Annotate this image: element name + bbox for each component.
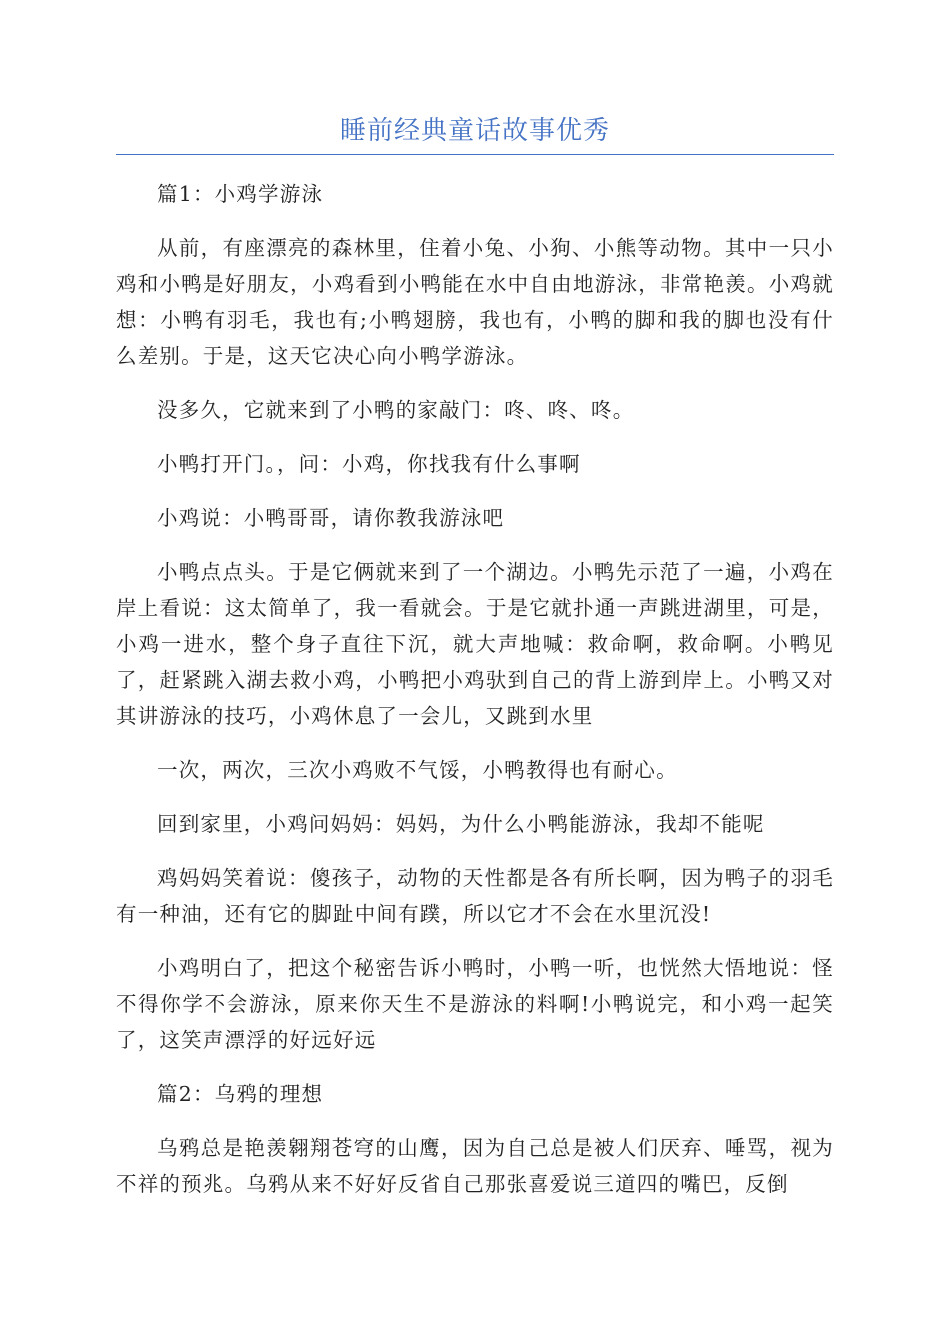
title-underline bbox=[116, 154, 834, 155]
paragraph: 鸡妈妈笑着说：傻孩子，动物的天性都是各有所长啊，因为鸭子的羽毛有一种油，还有它的脚趾中间有蹼，所以它才不会在水里沉没! bbox=[116, 866, 834, 926]
paragraph: 乌鸦总是艳羡翱翔苍穹的山鹰，因为自己总是被人们厌弃、唾骂，视为不祥的预兆。乌鸦从来不好好反省自己那张喜爱说三道四的嘴巴，反倒 bbox=[116, 1136, 834, 1196]
paragraph: 从前，有座漂亮的森林里，住着小兔、小狗、小熊等动物。其中一只小鸡和小鸭是好朋友，小鸡看到小鸭能在水中自由地游泳，非常艳羡。小鸡就想：小鸭有羽毛，我也有;小鸭翅膀，我也有，小鸭的脚和我的脚也没有什么差别。于是，这天它决心向小鸭学游泳。 bbox=[116, 236, 834, 368]
paragraph: 没多久，它就来到了小鸭的家敲门：咚、咚、咚。 bbox=[157, 398, 635, 422]
paragraph: 小鸭打开门。，问：小鸡，你找我有什么事啊 bbox=[157, 452, 581, 476]
section-heading-2: 篇2：乌鸦的理想 bbox=[157, 1082, 324, 1106]
paragraph: 小鸡明白了，把这个秘密告诉小鸭时，小鸭一听，也恍然大悟地说：怪不得你学不会游泳，原来你天生不是游泳的料啊!小鸭说完，和小鸡一起笑了，这笑声漂浮的好远好远 bbox=[116, 956, 834, 1052]
document-body bbox=[116, 176, 834, 1220]
document-title: 睡前经典童话故事优秀 bbox=[339, 116, 610, 146]
paragraph: 小鸡说：小鸭哥哥，请你教我游泳吧 bbox=[157, 506, 505, 530]
paragraph: 回到家里，小鸡问妈妈：妈妈，为什么小鸭能游泳，我却不能呢 bbox=[157, 812, 765, 836]
section-heading-1: 篇1：小鸡学游泳 bbox=[157, 182, 324, 206]
paragraph: 一次，两次，三次小鸡败不气馁，小鸭教得也有耐心。 bbox=[157, 758, 678, 782]
paragraph: 小鸭点点头。于是它俩就来到了一个湖边。小鸭先示范了一遍，小鸡在岸上看说：这太简单了，我一看就会。于是它就扑通一声跳进湖里，可是，小鸡一进水，整个身子直往下沉，就大声地喊：救命啊，救命啊。小鸭见了，赶紧跳入湖去救小鸡，小鸭把小鸡驮到自己的背上游到岸上。小鸭又对其讲游泳的技巧，小鸡休息了一会儿，又跳到水里 bbox=[116, 560, 834, 728]
